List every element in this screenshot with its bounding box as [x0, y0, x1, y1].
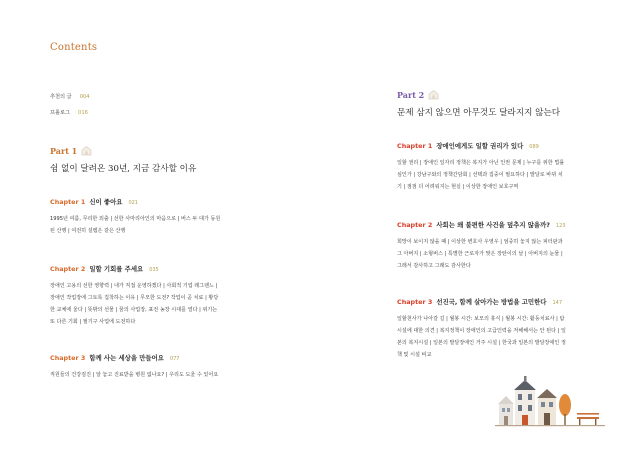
chapter-page: 089 [529, 144, 539, 150]
item-line: 1995년 여름, 무리한 외출 | 선한 사마리아인의 마음으로 | 버스 두 대가 동원 [50, 216, 221, 222]
item-line: 본의 복지시설 | 일본의 발달장애인 거주 시설 | 한국과 일본의 발달장애인 정 [397, 340, 566, 346]
item-line: 희망이 보이지 않을 때 | 이상한 변호사 우영우 | 엄중히 놓지 않는 피터판과 [397, 239, 563, 245]
chapter-page: 123 [555, 223, 566, 229]
chapter-label: Chapter 1 [397, 142, 433, 150]
chapter-label: Chapter 2 [397, 221, 433, 229]
chapter-page: 035 [149, 267, 159, 273]
item-line: 직원들의 건강검진 | 알 놓고 진료받을 병원 없나요? | 우리도 도울 수 있어요 [50, 372, 219, 378]
chapter-heading[interactable] [50, 264, 159, 273]
house-sketch-icon [80, 145, 93, 156]
chapter-items [397, 313, 615, 361]
front-matter-page: 004 [79, 94, 90, 100]
item-line: 그 아버지 | 소형버스 | 특별한 근로자가 맞은 장탄이의 날 | 아버지의 눈물 | [397, 251, 563, 257]
chapter-page: 147 [552, 300, 562, 306]
chapter-title: 사회는 왜 불편한 사건을 덮추지 않을까? [436, 221, 550, 229]
front-matter-item[interactable] [50, 109, 88, 116]
chapter-heading[interactable] [50, 353, 179, 362]
item-line: 그래서 감사하고 그래도 감사한다 [397, 263, 471, 269]
item-line: 또 다른 기회 | 필기구 사업에 도전하다 [50, 319, 136, 325]
item-line: 책 및 시설 비교 [397, 352, 432, 358]
front-matter-item[interactable] [50, 93, 90, 100]
item-line: 된 산행 | 여전히 설렘은 같은 산행 [50, 228, 126, 234]
house-sketch-icon [427, 89, 440, 100]
chapter-title: 선진국, 함께 살아가는 방법을 고민한다 [436, 298, 547, 306]
part-1-label-text: Part 1 [50, 146, 78, 156]
front-matter-label: 프롤로그 [50, 110, 71, 116]
chapter-items [50, 280, 268, 328]
item-line: 심인가 | 강남구와의 정책간담회 | 선택과 집중이 필요하다 | 발달로 바뀌 치 [397, 172, 563, 178]
item-line: 일할천사가 나아갈 길 | 월봉 시간: 보모의 휴식 | 월봉 시간: 활동치료사 | 탐 [397, 316, 565, 322]
chapter-items [397, 157, 615, 193]
front-matter-label: 추천의 글 [50, 94, 72, 100]
part-2-label-text: Part 2 [397, 90, 425, 100]
part-1-label [50, 145, 93, 156]
chapter-page: 077 [169, 356, 180, 362]
item-line: 장애인 고용의 선한 영향력 | 내가 직접 운영하겠다 | 사회적 기업 래그랜느 | [50, 283, 218, 289]
chapter-label: Chapter 1 [50, 198, 86, 206]
chapter-title: 신이 좋아요 [89, 198, 123, 206]
part-2-title: 문제 삼지 않으면 아무것도 달라지지 않는다 [397, 108, 561, 118]
chapter-label: Chapter 3 [397, 298, 433, 306]
chapter-heading[interactable] [397, 141, 539, 150]
front-matter-page: 016 [78, 110, 88, 116]
chapter-heading[interactable] [397, 297, 562, 306]
item-line: 시설에 대한 의견 | 복지정책이 장애인의 고급인력을 저해해서는 안 된다 | 일 [397, 328, 566, 334]
item-line: 일할 권리 | 장애인 일자리 정책은 복지가 아닌 인권 문제 | 누구를 위한 법률 [397, 160, 565, 166]
chapter-items [50, 213, 268, 237]
item-line: 한 교체에 울다 | 뜻밖의 선물 | 꿈의 사업장, 표전 농장 시대를 열다 | 위기는 [50, 307, 218, 313]
item-line: 장애인 작업장에 그토록 집착하는 이유 | 무모한 도전? 작업이 곧 치료 | 황당 [50, 295, 219, 301]
chapter-title: 함께 사는 세상을 만들어요 [89, 354, 164, 362]
item-line: 기 | 점점 더 어려워지는 현실 | 이상한 장애인 보호구역 [397, 184, 519, 190]
chapter-heading[interactable] [50, 197, 138, 206]
part-1-title: 쉼 없이 달려온 30년, 지금 감사할 이유 [50, 164, 197, 174]
chapter-title: 장애인에게도 일할 권리가 있다 [436, 142, 524, 150]
chapter-page: 021 [128, 200, 138, 206]
chapter-items [50, 369, 268, 381]
chapter-title: 일할 기회를 주세요 [89, 265, 144, 273]
chapter-heading[interactable] [397, 220, 566, 229]
contents-heading: Contents [50, 42, 98, 53]
chapter-items [397, 236, 615, 272]
chapter-label: Chapter 3 [50, 354, 86, 362]
part-2-label [397, 89, 440, 100]
houses-illustration [495, 370, 605, 430]
chapter-label: Chapter 2 [50, 265, 86, 273]
